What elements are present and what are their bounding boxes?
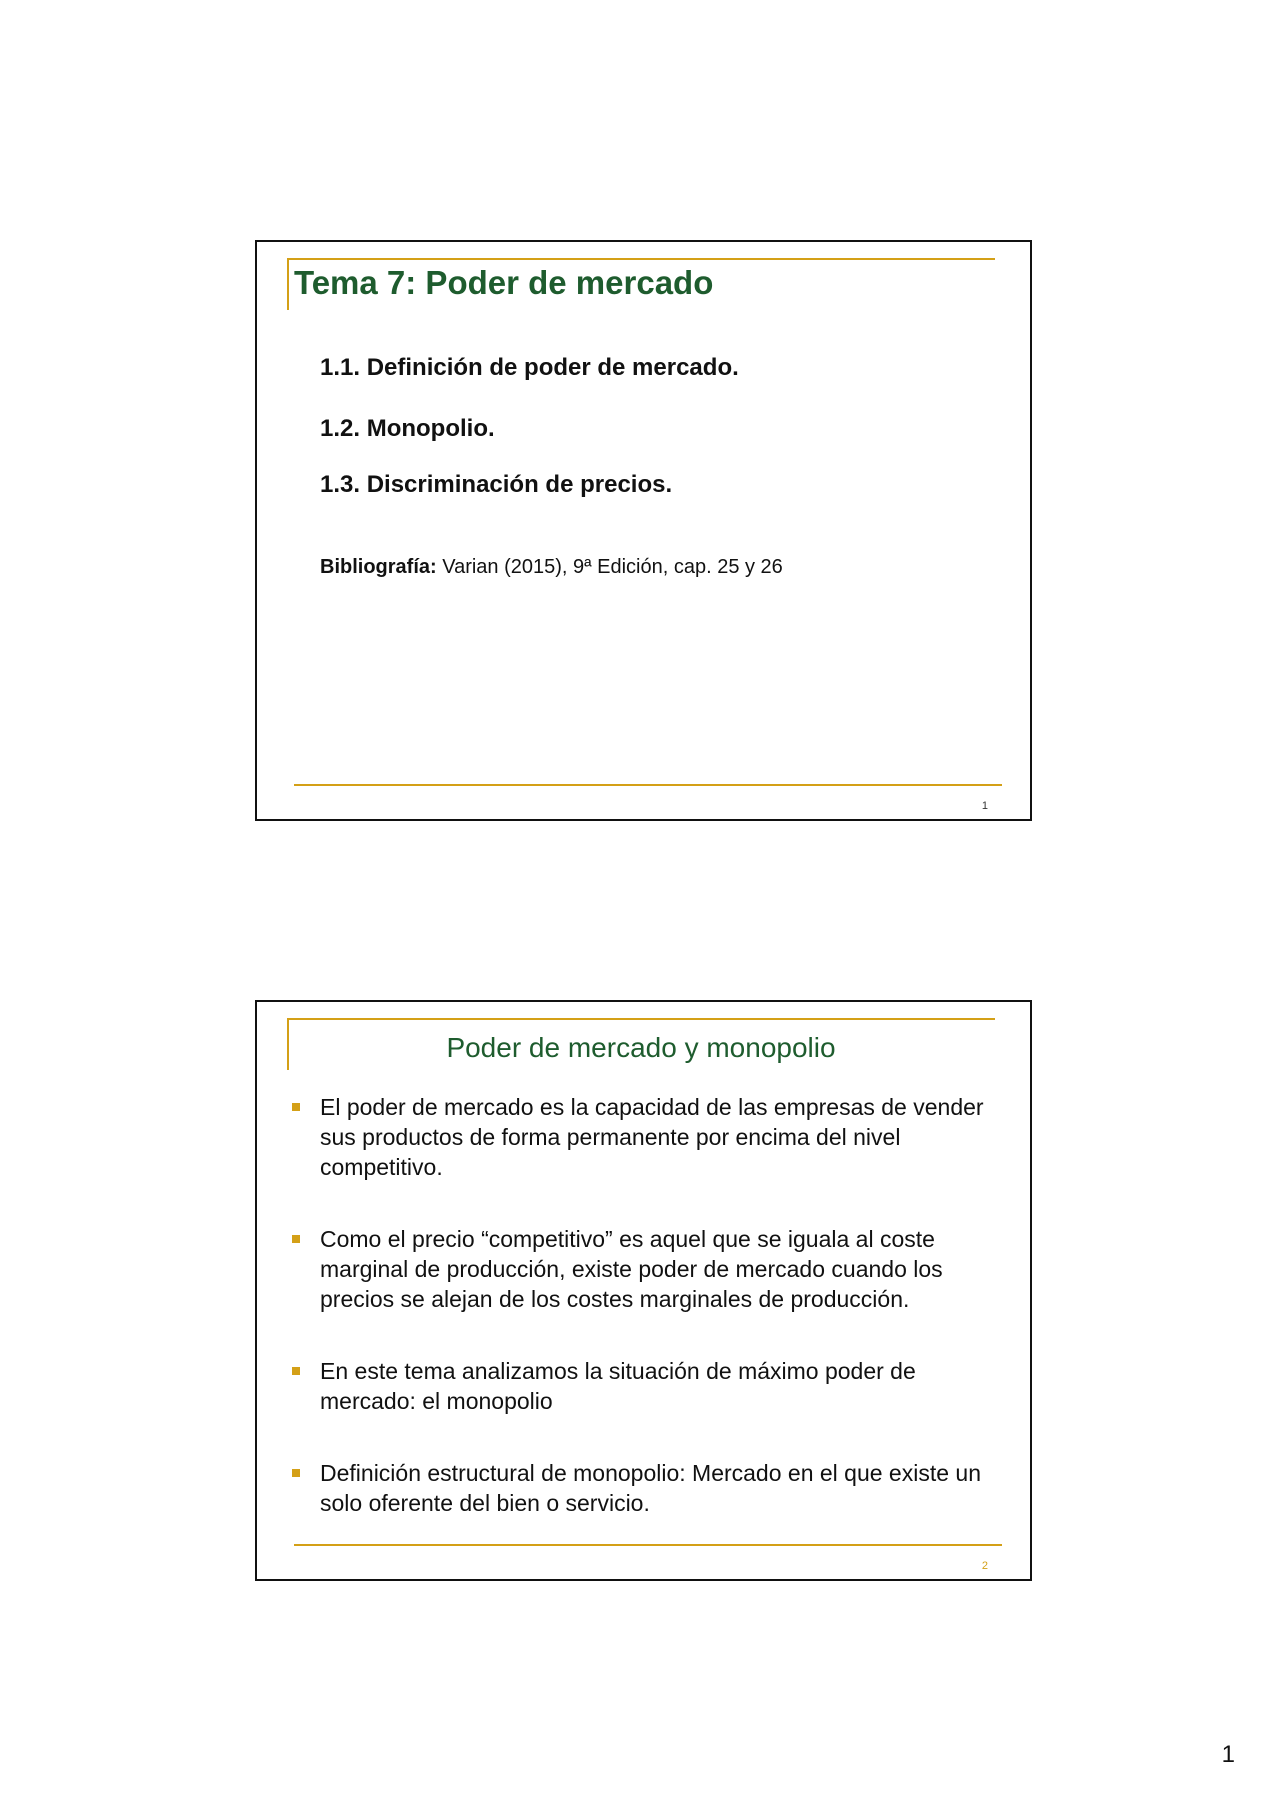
footer-divider xyxy=(294,1544,1002,1546)
slide-1 xyxy=(255,240,1032,821)
slide-number: 2 xyxy=(981,1560,988,1572)
title-bracket-top xyxy=(287,258,995,260)
toc-item: 1.2. Monopolio. xyxy=(320,415,495,442)
bullet-text: El poder de mercado es la capacidad de las empresas de vender sus productos de forma permanente por encima del nivel competitivo. xyxy=(320,1094,984,1180)
title-bracket-left xyxy=(287,258,289,310)
slide-title: Poder de mercado y monopolio xyxy=(446,1032,836,1063)
square-bullet-icon xyxy=(292,1367,300,1375)
square-bullet-icon xyxy=(292,1103,300,1111)
bibliography xyxy=(320,556,783,579)
square-bullet-icon xyxy=(292,1469,300,1477)
title-bracket-top xyxy=(287,1018,995,1020)
toc-item: 1.3. Discriminación de precios. xyxy=(320,471,673,498)
slide-number: 1 xyxy=(981,800,988,812)
slide-title: Tema 7: Poder de mercado xyxy=(294,264,714,301)
footer-divider xyxy=(294,784,1002,786)
bullet-text: Definición estructural de monopolio: Mercado en el que existe un solo oferente del bien o servicio. xyxy=(320,1460,981,1516)
page-number: 1 xyxy=(1221,1741,1235,1768)
bullet-item xyxy=(290,1356,990,1416)
slide-2 xyxy=(255,1000,1032,1581)
bullet-item xyxy=(290,1092,990,1182)
square-bullet-icon xyxy=(292,1235,300,1243)
toc-item: 1.1. Definición de poder de mercado. xyxy=(320,354,739,381)
bullet-text: En este tema analizamos la situación de máximo poder de mercado: el monopolio xyxy=(320,1358,916,1414)
bullet-text: Como el precio “competitivo” es aquel que se iguala al coste marginal de producción, existe poder de mercado cuando los precios se alejan de los costes marginales de producción. xyxy=(320,1226,943,1312)
bibliography-text: Varian (2015), 9ª Edición, cap. 25 y 26 xyxy=(436,556,783,578)
bullet-item xyxy=(290,1224,990,1314)
bullet-list xyxy=(290,1092,990,1560)
bullet-item xyxy=(290,1458,990,1518)
bibliography-label: Bibliografía: xyxy=(320,556,437,578)
